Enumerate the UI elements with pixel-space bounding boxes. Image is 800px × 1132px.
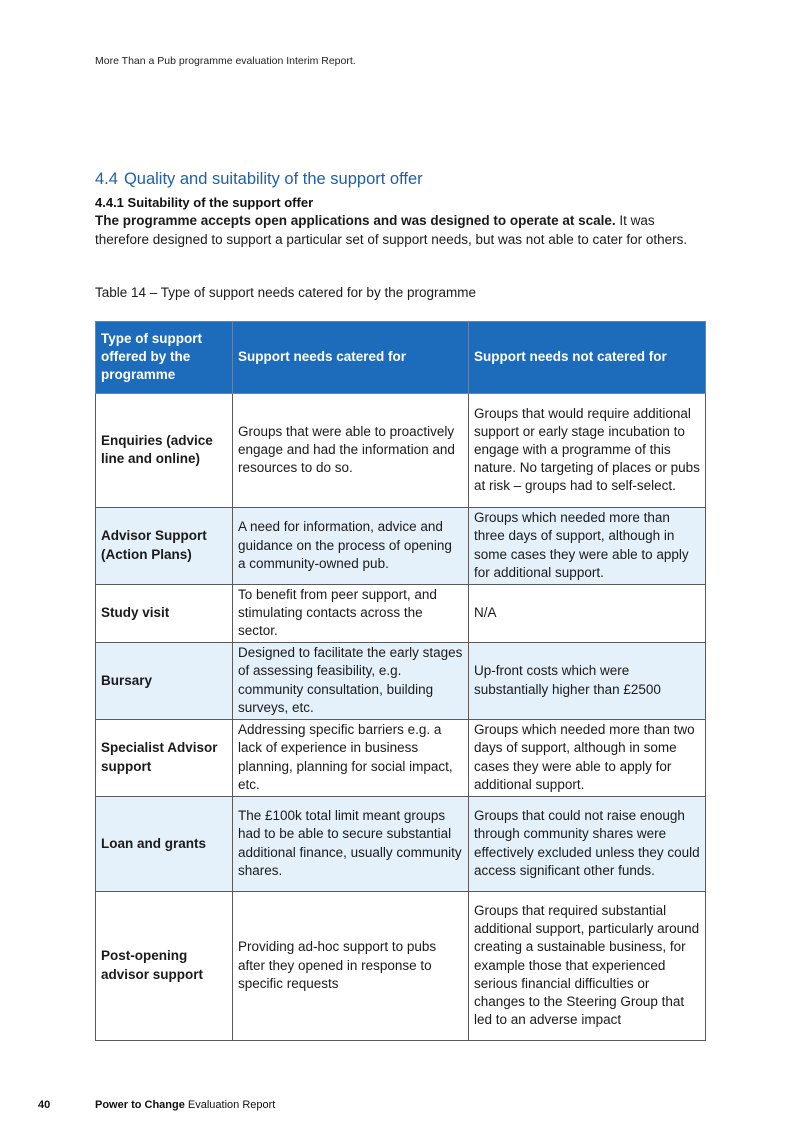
support-type-cell: Study visit [96, 584, 233, 642]
table-row [96, 642, 706, 719]
not-catered-cell: Up-front costs which were substantially higher than £2500 [469, 642, 706, 719]
column-header-catered: Support needs catered for [233, 322, 469, 394]
table-row [96, 584, 706, 642]
support-type-cell: Advisor Support (Action Plans) [96, 507, 233, 584]
table-row [96, 891, 706, 1040]
catered-cell: Providing ad-hoc support to pubs after they opened in response to specific requests [233, 891, 469, 1040]
section-heading [95, 170, 423, 189]
not-catered-cell: Groups which needed more than two days of support, although in some cases they were able to apply for additional support. [469, 719, 706, 796]
not-catered-cell: Groups that would require additional support or early stage incubation to engage with a programme of this nature. No targeting of places or pubs at risk – groups had to self-select. [469, 393, 706, 507]
footer-title [95, 1099, 275, 1111]
catered-cell: The £100k total limit meant groups had to be able to secure substantial additional finance, usually community shares. [233, 796, 469, 891]
table-row [96, 393, 706, 507]
page-number: 40 [38, 1099, 51, 1111]
column-header-not-catered: Support needs not catered for [469, 322, 706, 394]
not-catered-cell: Groups which needed more than three days of support, although in some cases they were able to apply for additional support. [469, 507, 706, 584]
not-catered-cell: Groups that could not raise enough through community shares were effectively excluded unless they could access significant other funds. [469, 796, 706, 891]
catered-cell: Designed to facilitate the early stages of assessing feasibility, e.g. community consultation, building surveys, etc. [233, 642, 469, 719]
table-row [96, 796, 706, 891]
not-catered-cell: N/A [469, 584, 706, 642]
catered-cell: A need for information, advice and guidance on the process of opening a community-owned pub. [233, 507, 469, 584]
catered-cell: Groups that were able to proactively engage and had the information and resources to do so. [233, 393, 469, 507]
footer-report-label: Evaluation Report [184, 1099, 276, 1111]
intro-paragraph [95, 212, 695, 249]
table-row [96, 719, 706, 796]
subsection-heading: 4.4.1 Suitability of the support offer [95, 195, 314, 210]
not-catered-cell: Groups that required substantial additional support, particularly around creating a sustainable business, for example those that experienced serious financial difficulties or changes to the Steering Group that led to an adverse impact [469, 891, 706, 1040]
support-type-cell: Loan and grants [96, 796, 233, 891]
support-type-cell: Bursary [96, 642, 233, 719]
table-header-row [96, 322, 706, 394]
support-type-cell: Post-opening advisor support [96, 891, 233, 1040]
catered-cell: To benefit from peer support, and stimulating contacts across the sector. [233, 584, 469, 642]
running-header: More Than a Pub programme evaluation Interim Report. [95, 55, 356, 67]
section-title: Quality and suitability of the support offer [123, 170, 423, 188]
column-header-type: Type of support offered by the programme [96, 322, 233, 394]
table-caption: Table 14 – Type of support needs catered for by the programme [95, 285, 476, 300]
footer-brand: Power to Change [95, 1099, 185, 1111]
catered-cell: Addressing specific barriers e.g. a lack of experience in business planning, planning for social impact, etc. [233, 719, 469, 796]
support-type-cell: Specialist Advisor support [96, 719, 233, 796]
intro-lead: The programme accepts open applications and was designed to operate at scale. [95, 213, 616, 228]
table-row [96, 507, 706, 584]
section-number: 4.4 [95, 170, 118, 188]
intro-body: It was therefore designed to support a particular set of support needs, but was not able to cater for others. [95, 213, 688, 247]
support-needs-table [95, 321, 706, 1041]
support-type-cell: Enquiries (advice line and online) [96, 393, 233, 507]
